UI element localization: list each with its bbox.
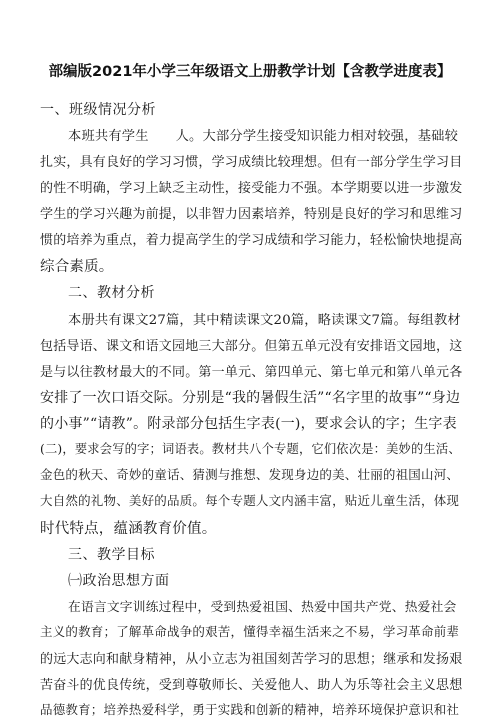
subsection-heading-political-thought: ㈠政治思想方面 <box>68 573 170 589</box>
paragraph-line: 金色的秋天、奇妙的童话、猜测与推想、发现身边的美、壮丽的祖国山河、 <box>40 467 460 482</box>
paragraph-line: 是与以往教材最大的不同。第一单元、第四单元、第七单元和第八单元各 <box>40 365 463 380</box>
paragraph-line: 本册共有课文27篇，其中精读课文20篇，略读课文7篇。每组教材 <box>68 313 461 328</box>
paragraph-line: 主义的教育；了解革命战争的艰苦，懂得幸福生活来之不易，学习革命前辈 <box>40 624 460 639</box>
paragraph-line: 的远大志向和献身精神，从小立志为祖国刻苦学习的思想；继承和发扬艰 <box>40 652 463 667</box>
paragraph-line: 大自然的礼物、美好的品质。每个专题人文内涵丰富，贴近儿童生活，体现 <box>40 493 460 508</box>
section-heading-teaching-goals: 三、教学目标 <box>68 547 155 563</box>
paragraph-line: (二)，要求会写的字；词语表。教材共八个专题，它们依次是：美妙的生活、 <box>40 442 461 456</box>
paragraph-line: 品德教育；培养热爱科学，勇于实践和创新的精神，培养环境保护意识和社 <box>40 702 460 717</box>
paragraph-line: 包括导语、课文和语文园地三大部分。但第五单元没有安排语文园地，这 <box>40 339 463 354</box>
paragraph-line: 的性不明确，学习上缺乏主动性，接受能力不强。本学期要以进一步激发 <box>40 181 463 196</box>
paragraph-line: 安排了一次口语交际。分别是“我的暑假生活”“名字里的故事”“身边 <box>40 390 461 406</box>
paragraph-line: 扎实，具有良好的学习习惯，学习成绩比较理想。但有一部分学生学习目 <box>40 155 463 170</box>
paragraph-line: 惯的培养为重点，着力提高学生的学习成绩和学习能力，轻松愉快地提高 <box>40 233 463 248</box>
section-heading-class-analysis: 一、班级情况分析 <box>40 102 156 118</box>
paragraph-line: 苦奋斗的优良传统，受到尊敬师长、关爱他人、助人为乐等社会主义思想 <box>40 678 463 693</box>
paragraph-line: 学生的学习兴趣为前提，以非智力因素培养，特别是良好的学习和思维习 <box>40 207 463 222</box>
paragraph-line: 综合素质。 <box>40 259 114 275</box>
document-title: 部编版2021年小学三年级语文上册教学计划【含教学进度表】 <box>48 64 452 80</box>
paragraph-line: 在语言文字训练过程中，受到热爱祖国、热爱中国共产党、热爱社会 <box>68 600 457 615</box>
section-heading-textbook-analysis: 二、教材分析 <box>68 285 155 301</box>
paragraph-line: 本班共有学生 人。大部分学生接受知识能力相对较强，基础较 <box>68 129 459 144</box>
paragraph-line: 时代特点，蕴涵教育价值。 <box>40 521 217 537</box>
paragraph-line: 的小事”“请教”。附录部分包括生字表(一)，要求会认的字；生字表 <box>40 416 457 432</box>
